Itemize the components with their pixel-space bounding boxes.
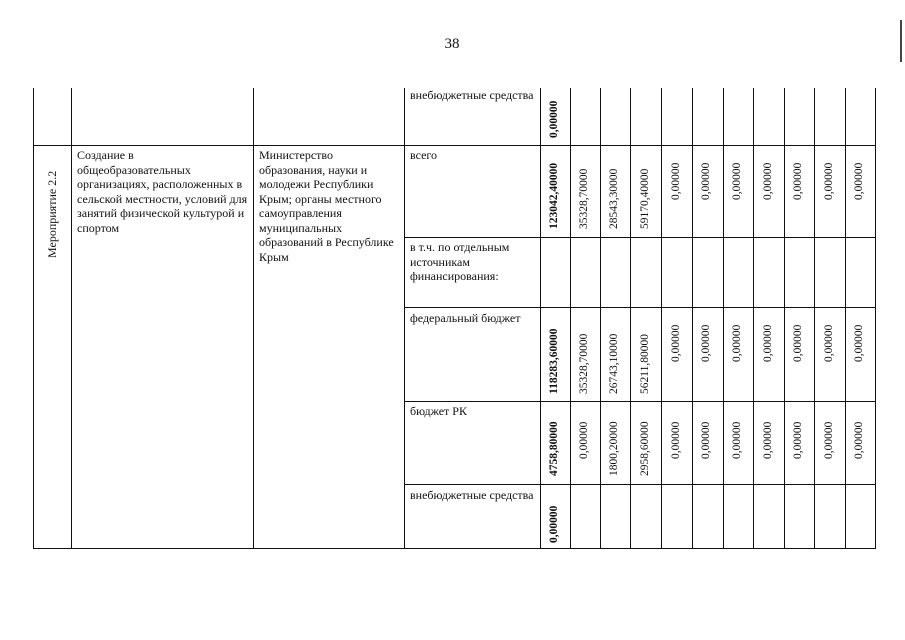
year-value: 0,00000 <box>853 324 865 362</box>
column-divider <box>753 88 754 549</box>
total-value: 0,00000 <box>548 505 560 543</box>
year-value: 0,00000 <box>700 162 712 200</box>
column-divider <box>630 88 631 549</box>
year-value: 0,00000 <box>731 324 743 362</box>
year-value: 0,00000 <box>853 421 865 459</box>
year-value: 0,00000 <box>731 162 743 200</box>
year-value: 35328,70000 <box>578 333 590 394</box>
source-total: всего <box>410 148 438 162</box>
year-value: 0,00000 <box>792 324 804 362</box>
column-divider <box>600 88 601 549</box>
year-value: 1800,20000 <box>608 421 620 476</box>
column-divider <box>845 88 846 549</box>
year-value: 0,00000 <box>762 421 774 459</box>
column-divider <box>692 88 693 549</box>
year-value: 0,00000 <box>792 162 804 200</box>
column-divider <box>540 88 541 549</box>
column-divider <box>570 88 571 549</box>
table-border-left <box>33 88 34 549</box>
year-value: 0,00000 <box>700 421 712 459</box>
year-value: 0,00000 <box>762 162 774 200</box>
event-name-cell: Создание в общеобразовательных организациях, расположенных в сельской местности, условий для занятий физической культурой и спортом <box>77 148 248 235</box>
year-value: 35328,70000 <box>578 168 590 229</box>
column-divider <box>784 88 785 549</box>
year-value: 0,00000 <box>731 421 743 459</box>
year-value: 0,00000 <box>823 421 835 459</box>
column-divider <box>814 88 815 549</box>
executor-cell: Министерство образования, науки и молодежи Республики Крым; органы местного самоуправления муниципальных образований в Республике Крым <box>259 148 394 264</box>
source-offbudget-bottom: внебюджетные средства <box>410 488 534 502</box>
row-divider <box>404 237 876 238</box>
year-value: 0,00000 <box>700 324 712 362</box>
column-divider <box>723 88 724 549</box>
source-regional: бюджет РК <box>410 404 467 418</box>
year-value: 26743,10000 <box>608 333 620 394</box>
source-offbudget-top: внебюджетные средства <box>410 88 534 102</box>
column-divider <box>253 88 254 549</box>
row-divider <box>404 307 876 308</box>
total-value: 123042,40000 <box>548 162 560 229</box>
year-value: 0,00000 <box>823 324 835 362</box>
row-divider <box>404 484 876 485</box>
year-value: 28543,30000 <box>608 168 620 229</box>
source-breakdown: в т.ч. по отдельным источникам финансирования: <box>410 240 510 283</box>
total-value: 4758,80000 <box>548 421 560 476</box>
page-number: 38 <box>444 36 460 52</box>
row-divider <box>33 145 876 146</box>
total-value: 118283,60000 <box>548 328 560 394</box>
source-federal: федеральный бюджет <box>410 311 521 325</box>
year-value: 0,00000 <box>762 324 774 362</box>
column-divider <box>661 88 662 549</box>
year-value: 0,00000 <box>670 421 682 459</box>
year-value: 0,00000 <box>578 421 590 459</box>
year-value: 0,00000 <box>670 162 682 200</box>
year-value: 0,00000 <box>853 162 865 200</box>
row-divider <box>404 401 876 402</box>
year-value: 0,00000 <box>792 421 804 459</box>
year-value: 59170,40000 <box>639 168 651 229</box>
year-value: 0,00000 <box>670 324 682 362</box>
column-divider <box>404 88 405 549</box>
row-label: Мероприятие 2.2 <box>45 170 59 258</box>
total-value: 0,00000 <box>548 100 560 138</box>
column-divider <box>71 88 72 549</box>
year-value: 56211,80000 <box>639 334 651 394</box>
year-value: 0,00000 <box>823 162 835 200</box>
table-border-right <box>875 88 876 549</box>
year-value: 2958,60000 <box>639 421 651 476</box>
table-border-bottom <box>33 548 876 549</box>
